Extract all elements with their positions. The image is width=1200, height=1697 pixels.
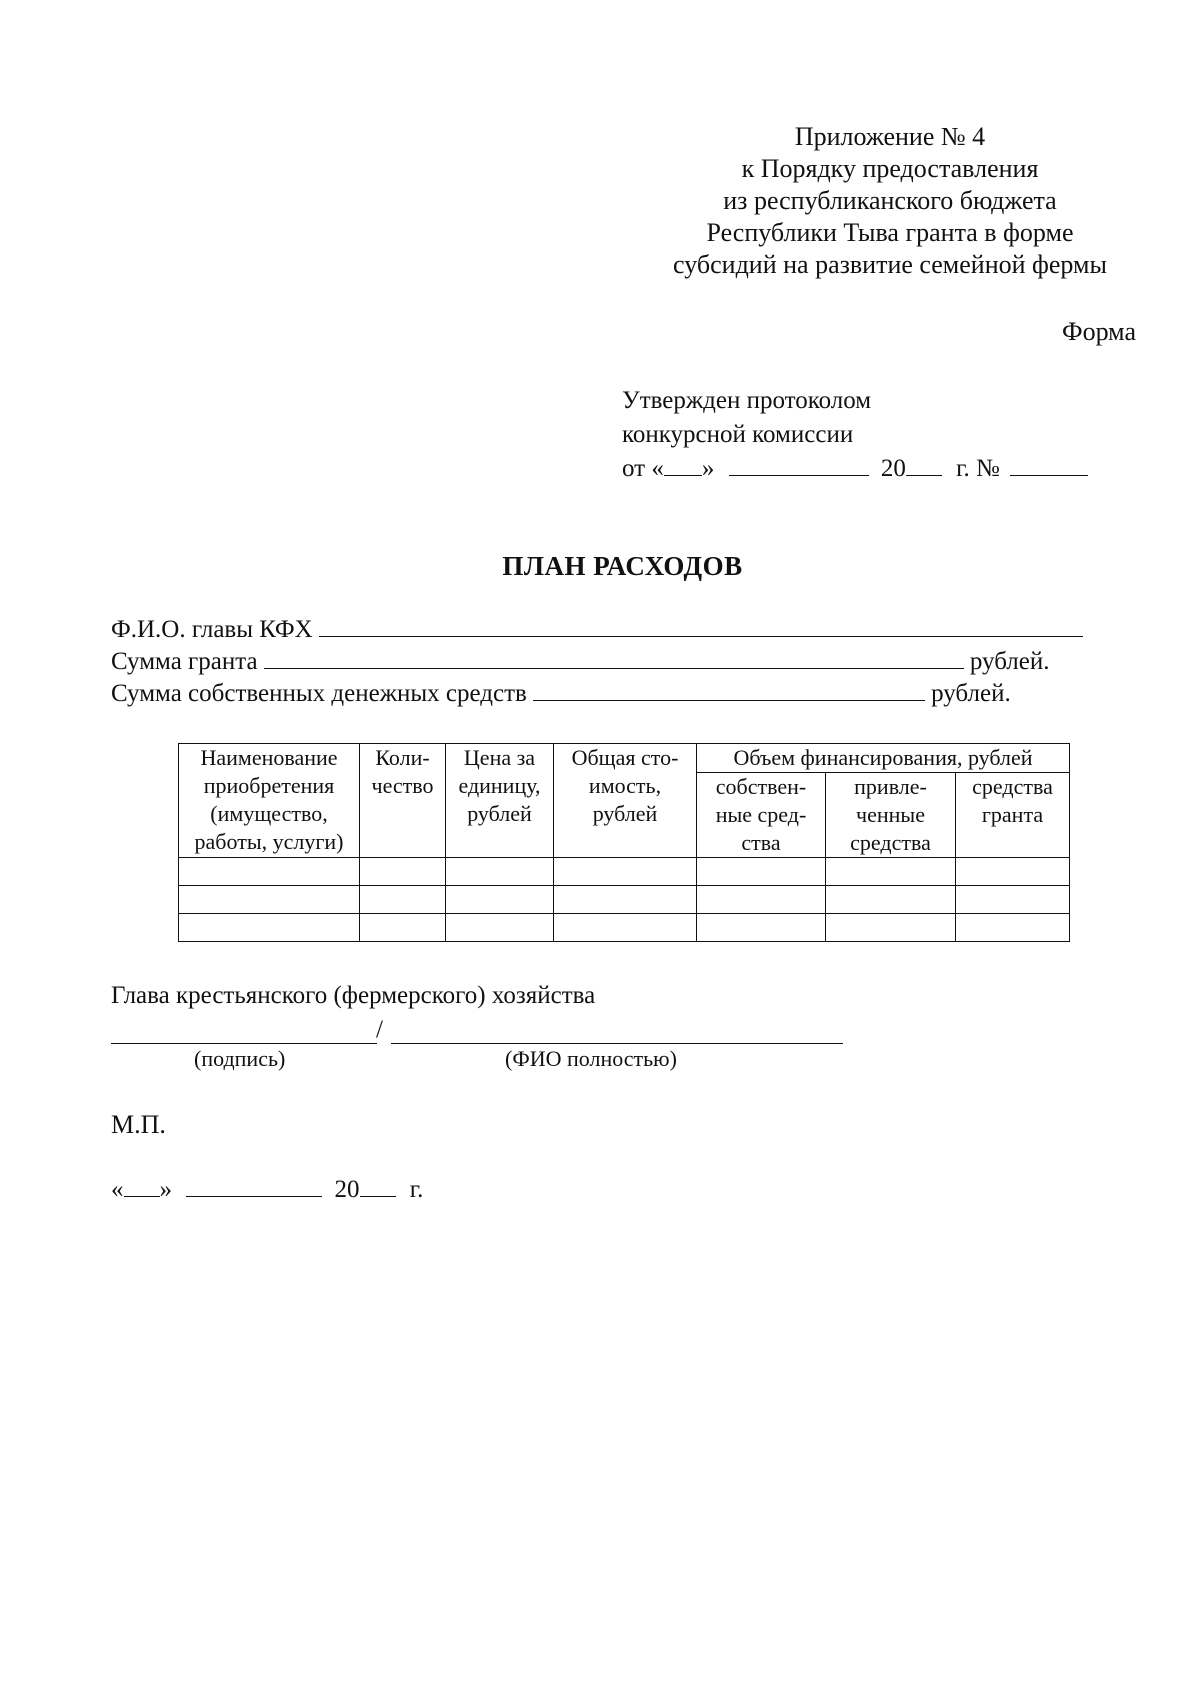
signature-separator: / [376,1016,383,1043]
table-cell[interactable] [179,886,360,914]
document-title: ПЛАН РАСХОДОВ [502,551,743,581]
own-funds-blank[interactable] [533,678,925,701]
table-row [179,886,1070,914]
appendix-line-5: субсидий на развитие семейной фермы [673,250,1107,279]
table-row [179,914,1070,942]
approval-year-blank[interactable] [906,453,942,476]
appendix-line-3: из республиканского бюджета [723,186,1057,215]
table-cell[interactable] [179,914,360,942]
approval-number-label: г. № [956,455,1000,482]
table-cell[interactable] [360,914,446,942]
bottom-day-blank[interactable] [124,1174,160,1197]
approval-month-blank[interactable] [729,453,869,476]
table-cell[interactable] [554,886,697,914]
head-name-blank[interactable] [319,614,1083,637]
appendix-line-1: Приложение № 4 [794,122,986,151]
header-name: Наименование приобретения (имущество, работы, услуги) [179,744,360,858]
fullname-line[interactable] [391,1043,843,1044]
header-total-cost: Общая сто- имость, рублей [554,744,697,858]
bottom-date-close-quote: » [159,1176,172,1203]
head-name-label: Ф.И.О. главы КФХ [111,616,313,643]
own-funds-unit: рублей. [931,680,1011,707]
header-attracted-funds: привле- ченные средства [826,773,956,858]
bottom-year-prefix: 20 [334,1176,360,1203]
approval-day-blank[interactable] [664,453,702,476]
approval-date-line [622,453,1088,487]
own-funds-label: Сумма собственных денежных средств [111,680,527,707]
table-cell[interactable] [826,886,956,914]
table-cell[interactable] [697,858,826,886]
form-label: Форма [1062,317,1136,346]
header-own-funds: собствен- ные сред- ства [697,773,826,858]
table-cell[interactable] [956,858,1070,886]
table-cell[interactable] [446,914,554,942]
table-cell[interactable] [826,914,956,942]
table-cell[interactable] [446,886,554,914]
table-cell[interactable] [554,858,697,886]
header-financing-group: Объем финансирования, рублей [697,744,1070,773]
grant-sum-label: Сумма гранта [111,648,258,675]
appendix-line-2: к Порядку предоставления [741,154,1039,183]
approval-date-quote-close: » [701,455,715,482]
head-title-label: Глава крестьянского (фермерского) хозяйства [111,982,596,1009]
table-cell[interactable] [554,914,697,942]
table-row [179,858,1070,886]
bottom-date-open-quote: « [111,1176,124,1203]
grant-sum-blank[interactable] [264,646,964,669]
table-header-row [179,744,1070,773]
stamp-label: М.П. [111,1110,166,1139]
approval-year-prefix: 20 [880,455,906,482]
table-cell[interactable] [179,858,360,886]
table-cell[interactable] [360,858,446,886]
table-cell[interactable] [697,914,826,942]
appendix-line-4: Республики Тыва гранта в форме [706,218,1074,247]
expense-plan-table [178,743,1070,942]
signature-line[interactable] [111,1043,377,1044]
own-funds-field [111,678,1011,709]
table-cell[interactable] [697,886,826,914]
table-cell[interactable] [826,858,956,886]
table-cell[interactable] [956,914,1070,942]
approval-block [622,385,1088,487]
appendix-header [600,121,1180,281]
approval-line-1: Утвержден протоколом [622,387,872,414]
header-grant-funds: средства гранта [956,773,1070,858]
header-quantity: Коли- чество [360,744,446,858]
bottom-date-line [111,1174,423,1205]
table-cell[interactable] [956,886,1070,914]
fullname-caption: (ФИО полностью) [505,1046,677,1071]
approval-line-2: конкурсной комиссии [622,421,854,448]
bottom-year-suffix: г. [409,1176,424,1203]
signature-caption: (подпись) [194,1046,286,1071]
grant-sum-unit: рублей. [969,648,1050,675]
table-cell[interactable] [446,858,554,886]
grant-sum-field [111,646,1050,677]
header-unit-price: Цена за единицу, рублей [446,744,554,858]
bottom-year-blank[interactable] [360,1174,396,1197]
head-name-field [111,614,1083,645]
bottom-month-blank[interactable] [186,1174,322,1197]
table-cell[interactable] [360,886,446,914]
approval-date-prefix: от « [622,455,664,482]
approval-number-blank[interactable] [1010,453,1088,476]
